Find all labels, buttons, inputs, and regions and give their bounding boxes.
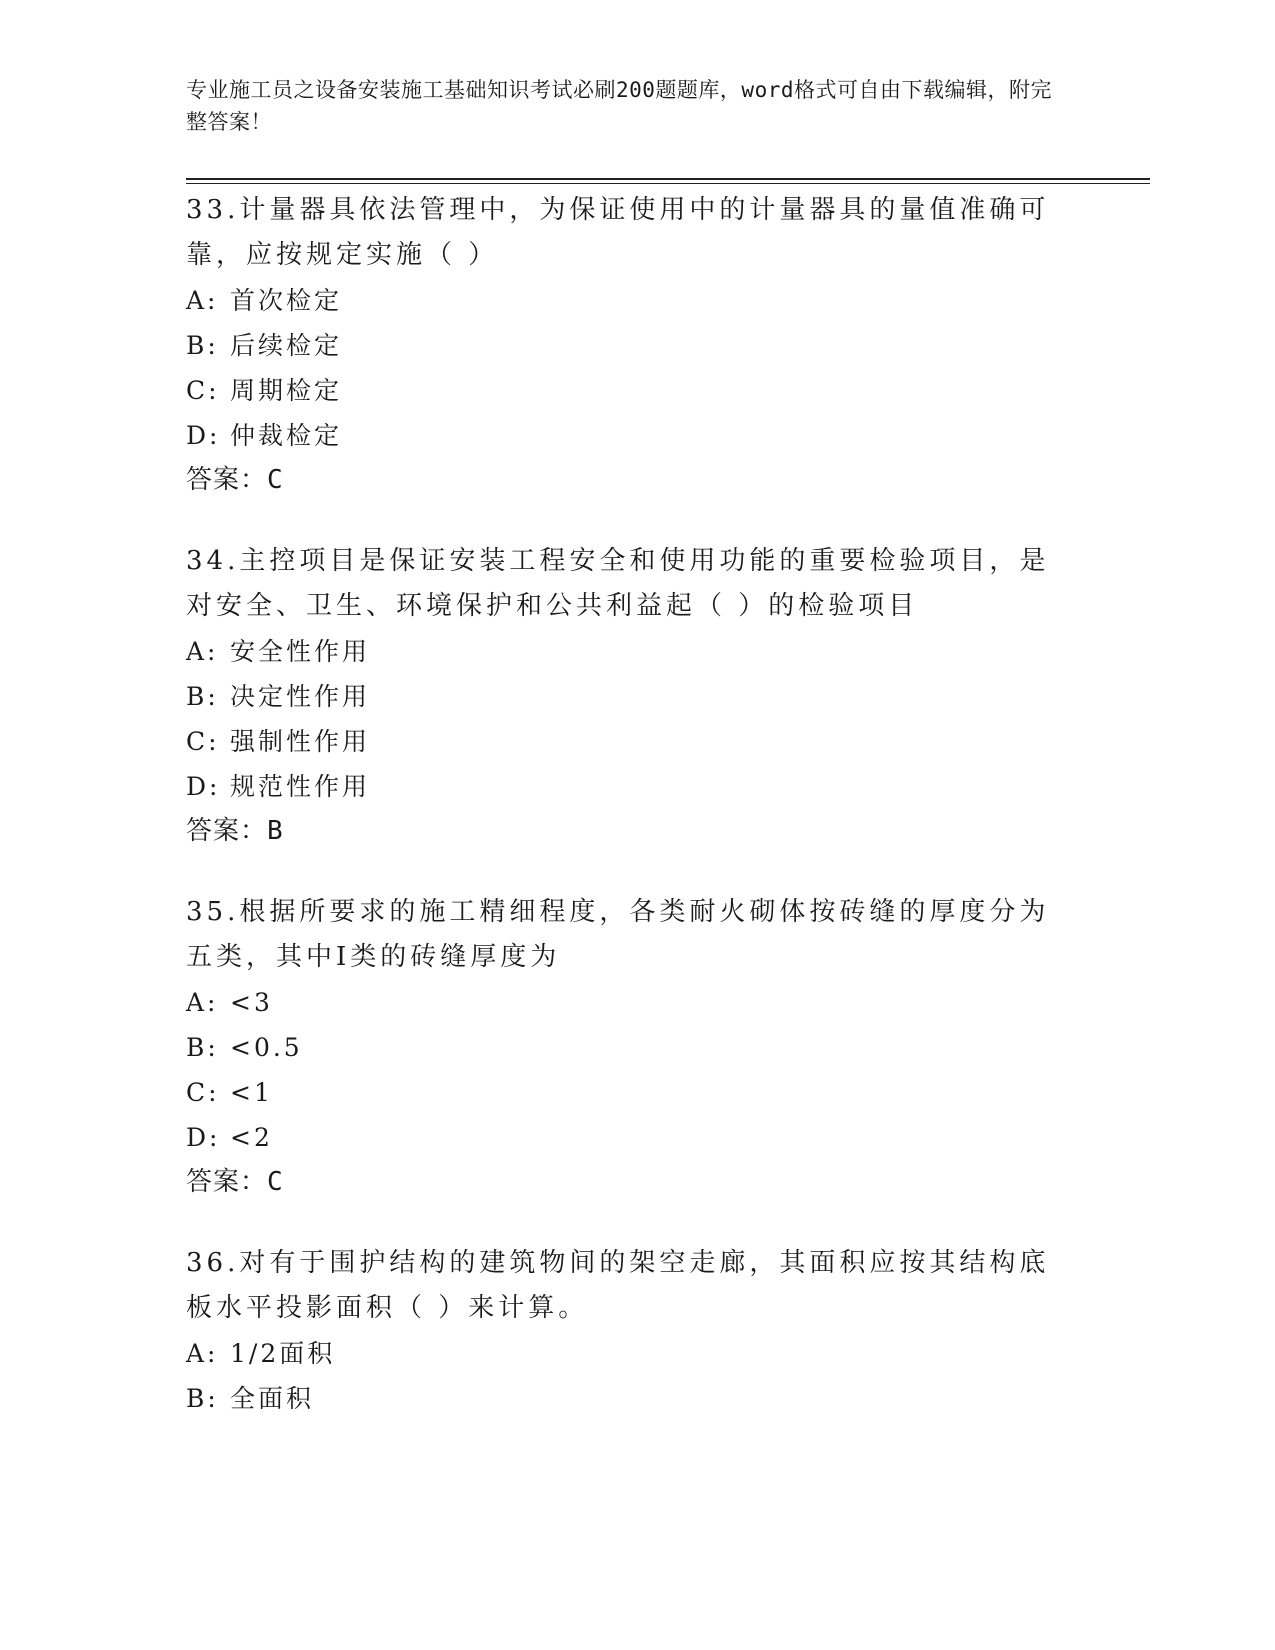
option-letter: D: xyxy=(186,421,221,450)
option-b xyxy=(186,323,1066,368)
option-text: 全面积 xyxy=(230,1384,315,1413)
option-letter: A: xyxy=(186,286,219,315)
option-letter: C: xyxy=(186,727,220,756)
option-b xyxy=(186,1025,1066,1070)
question-stem: 36.对有于围护结构的建筑物间的架空走廊，其面积应按其结构底板水平投影面积（ ）来计算。 xyxy=(186,1248,1050,1323)
document-header: 专业施工员之设备安装施工基础知识考试必刷200题题库，word格式可自由下载编辑，附完整答案！ xyxy=(186,78,1052,134)
option-text: 强制性作用 xyxy=(230,727,371,756)
answer-line: 答案：C xyxy=(186,465,284,495)
option-text: <0.5 xyxy=(230,1033,303,1062)
question-36 xyxy=(186,1241,1066,1421)
option-letter: D: xyxy=(186,1123,221,1152)
option-letter: C: xyxy=(186,1078,220,1107)
option-letter: A: xyxy=(186,1339,219,1368)
option-b xyxy=(186,674,1066,719)
option-text: 仲裁检定 xyxy=(230,421,343,450)
option-c xyxy=(186,719,1066,764)
option-text: 决定性作用 xyxy=(230,682,371,711)
option-letter: B: xyxy=(186,682,219,711)
option-c xyxy=(186,368,1066,413)
option-d xyxy=(186,1115,1066,1160)
option-text: <2 xyxy=(230,1123,273,1152)
question-stem: 34.主控项目是保证安装工程安全和使用功能的重要检验项目，是对安全、卫生、环境保护和公共利益起（ ）的检验项目 xyxy=(186,546,1050,621)
option-c xyxy=(186,1070,1066,1115)
option-d xyxy=(186,764,1066,809)
option-letter: D: xyxy=(186,772,221,801)
option-text: 规范性作用 xyxy=(230,772,371,801)
option-letter: C: xyxy=(186,376,220,405)
option-text: <1 xyxy=(230,1078,273,1107)
option-text: 周期检定 xyxy=(230,376,343,405)
option-b xyxy=(186,1376,1066,1421)
header-divider-thin xyxy=(186,183,1150,184)
option-text: 1/2面积 xyxy=(230,1339,336,1368)
option-letter: B: xyxy=(186,1384,219,1413)
question-34 xyxy=(186,539,1066,854)
option-letter: B: xyxy=(186,331,219,360)
option-letter: A: xyxy=(186,637,219,666)
option-d xyxy=(186,413,1066,458)
option-text: 后续检定 xyxy=(230,331,343,360)
option-a xyxy=(186,980,1066,1025)
option-text: 安全性作用 xyxy=(230,637,371,666)
question-stem: 33.计量器具依法管理中，为保证使用中的计量器具的量值准确可靠，应按规定实施（ ） xyxy=(186,195,1050,270)
header-divider-thick xyxy=(186,178,1150,180)
option-letter: A: xyxy=(186,988,219,1017)
answer-line: 答案：B xyxy=(186,816,284,846)
question-35 xyxy=(186,890,1066,1205)
option-text: <3 xyxy=(230,988,273,1017)
answer-line: 答案：C xyxy=(186,1167,284,1197)
option-letter: B: xyxy=(186,1033,219,1062)
question-33 xyxy=(186,188,1066,503)
question-list xyxy=(186,188,1066,1457)
question-stem: 35.根据所要求的施工精细程度，各类耐火砌体按砖缝的厚度分为五类，其中Ⅰ类的砖缝厚度为 xyxy=(186,897,1050,972)
option-a xyxy=(186,278,1066,323)
option-a xyxy=(186,629,1066,674)
option-a xyxy=(186,1331,1066,1376)
option-text: 首次检定 xyxy=(230,286,343,315)
